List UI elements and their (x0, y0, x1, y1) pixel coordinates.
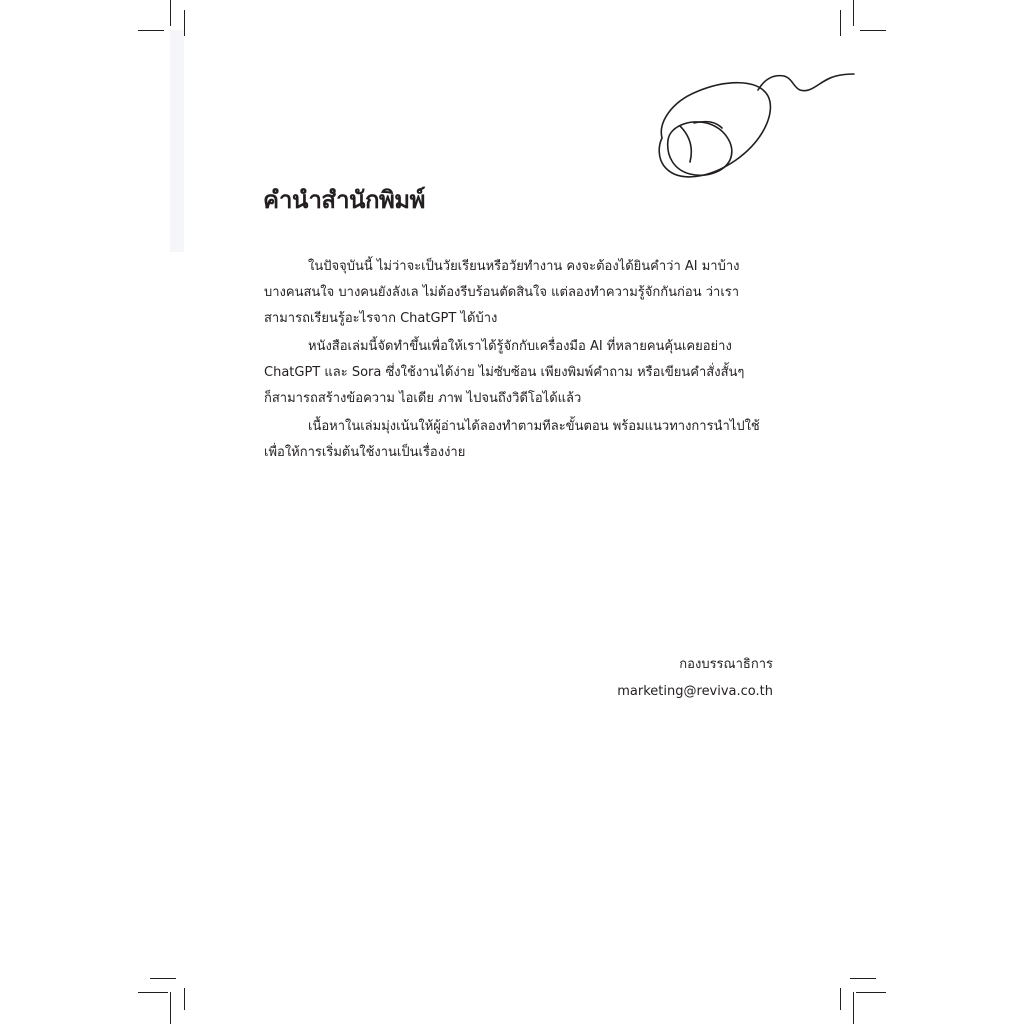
text-line: หนังสือเล่มนี้จัดทำขึ้นเพื่อให้เราได้รู้จักกับเครื่องมือ AI ที่หลายคนคุ้นเคยอย่าง (308, 339, 732, 354)
text-line: ก็สามารถสร้างข้อความ ไอเดีย ภาพ ไปจนถึงวิดีโอได้แล้ว (264, 391, 582, 406)
contact-email: marketing@reviva.co.th (617, 684, 773, 699)
crop-mark-top-right-vertical-inner (840, 10, 841, 36)
crop-mark-bottom-right-vertical-outer (853, 992, 854, 1024)
text-line: สามารถเรียนรู้อะไรจาก ChatGPT ได้บ้าง (264, 311, 498, 326)
paragraph-2 (264, 334, 774, 412)
text-line: เพื่อให้การเริ่มต้นใช้งานเป็นเรื่องง่าย (264, 445, 466, 460)
text-line: เนื้อหาในเล่มมุ่งเน้นให้ผู้อ่านได้ลองทำตามทีละขั้นตอน พร้อมแนวทางการนำไปใช้ (308, 419, 760, 434)
crop-mark-bottom-right-vertical-inner (840, 988, 841, 1010)
crop-mark-bottom-left-horizontal-long (138, 992, 168, 993)
crop-mark-bottom-left-vertical-inner (184, 988, 185, 1010)
preface-body (264, 254, 774, 468)
crop-mark-top-right-horizontal (860, 30, 886, 31)
paragraph-1 (264, 254, 774, 332)
text-line: ในปัจจุบันนี้ ไม่ว่าจะเป็นวัยเรียนหรือวัยทำงาน คงจะต้องได้ยินคำว่า AI มาบ้าง (308, 259, 740, 274)
author-name: กองบรรณาธิการ (679, 657, 773, 672)
crop-mark-bottom-right-horizontal (850, 978, 876, 979)
crop-mark-top-left-vertical-inner (184, 10, 185, 36)
crop-mark-top-left-vertical-outer (170, 0, 171, 26)
computer-mouse-icon (650, 66, 860, 188)
crop-mark-bottom-left-horizontal (150, 978, 176, 979)
signoff-block (617, 651, 773, 705)
paragraph-3 (264, 414, 774, 466)
crop-mark-bottom-left-vertical-outer (170, 992, 171, 1024)
text-line: ChatGPT และ Sora ซึ่งใช้งานได้ง่าย ไม่ซับซ้อน เพียงพิมพ์คำถาม หรือเขียนคำสั่งสั้นๆ (264, 365, 745, 380)
page-edge-strip (170, 30, 184, 252)
text-line: บางคนสนใจ บางคนยังลังเล ไม่ต้องรีบร้อนตัดสินใจ แต่ลองทำความรู้จักกันก่อน ว่าเรา (264, 285, 740, 300)
crop-mark-top-left-horizontal (138, 30, 164, 31)
crop-mark-bottom-right-horizontal-long (856, 992, 886, 993)
crop-mark-top-right-vertical-outer (853, 0, 854, 26)
page-title: คำนำสำนักพิมพ์ (263, 186, 425, 214)
